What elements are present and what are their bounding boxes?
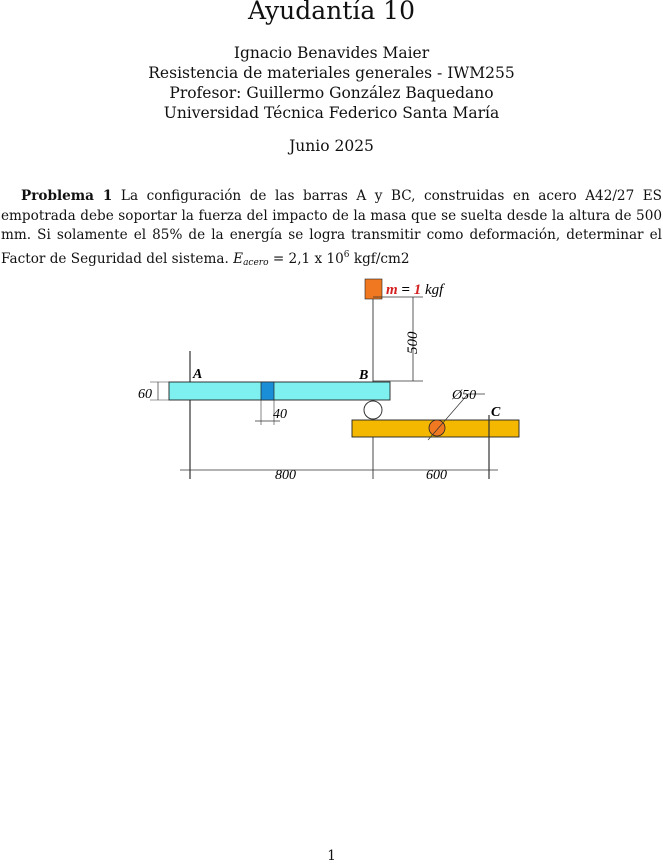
roller-b (364, 401, 382, 419)
university-name: Universidad Técnica Federico Santa María (163, 104, 500, 122)
modulus-subscript: acero (243, 257, 269, 268)
dim-40-label: 40 (273, 407, 287, 422)
dim-800-label: 800 (275, 468, 296, 483)
modulus-x: x 10 (314, 250, 344, 267)
document-date: Junio 2025 (289, 137, 374, 155)
mass-block (365, 279, 382, 299)
pin-hole (429, 420, 445, 436)
document-title: Ayudantía 10 (248, 0, 415, 25)
modulus-eq: = 2,1 (268, 250, 311, 267)
professor-name: Profesor: Guillermo González Baquedano (169, 84, 494, 102)
dim-60-label: 60 (138, 387, 152, 402)
modulus-symbol: E (233, 250, 244, 267)
dim-diam-label: Ø50 (452, 388, 477, 403)
page-number: 1 (327, 848, 336, 864)
dim-600-label: 600 (426, 468, 447, 483)
author-name: Ignacio Benavides Maier (233, 44, 430, 62)
section-square (261, 382, 274, 400)
label-a: A (193, 367, 203, 382)
label-c: C (491, 405, 501, 420)
problem-label: Problema 1 (21, 188, 113, 204)
problem-text: La configuración de las barras A y BC, construidas en acero A42/27 ES empotrada debe soportar la fuerza del impacto de la masa que se suelta desde la altura de 500 mm. Si solamente el 85% de la energía se logra transmitir como deformación, determinar el Factor de Seguridad del sistema. (1, 188, 662, 267)
modulus-unit: kgf/cm2 (349, 250, 410, 267)
modulus-exp: 6 (343, 249, 350, 260)
dim-500-label: 500 (405, 331, 421, 354)
bar-a (169, 382, 390, 400)
course-name: Resistencia de materiales generales - IWM255 (148, 64, 515, 82)
mass-label: m = 1 kgf (386, 282, 444, 298)
label-b: B (359, 368, 369, 383)
